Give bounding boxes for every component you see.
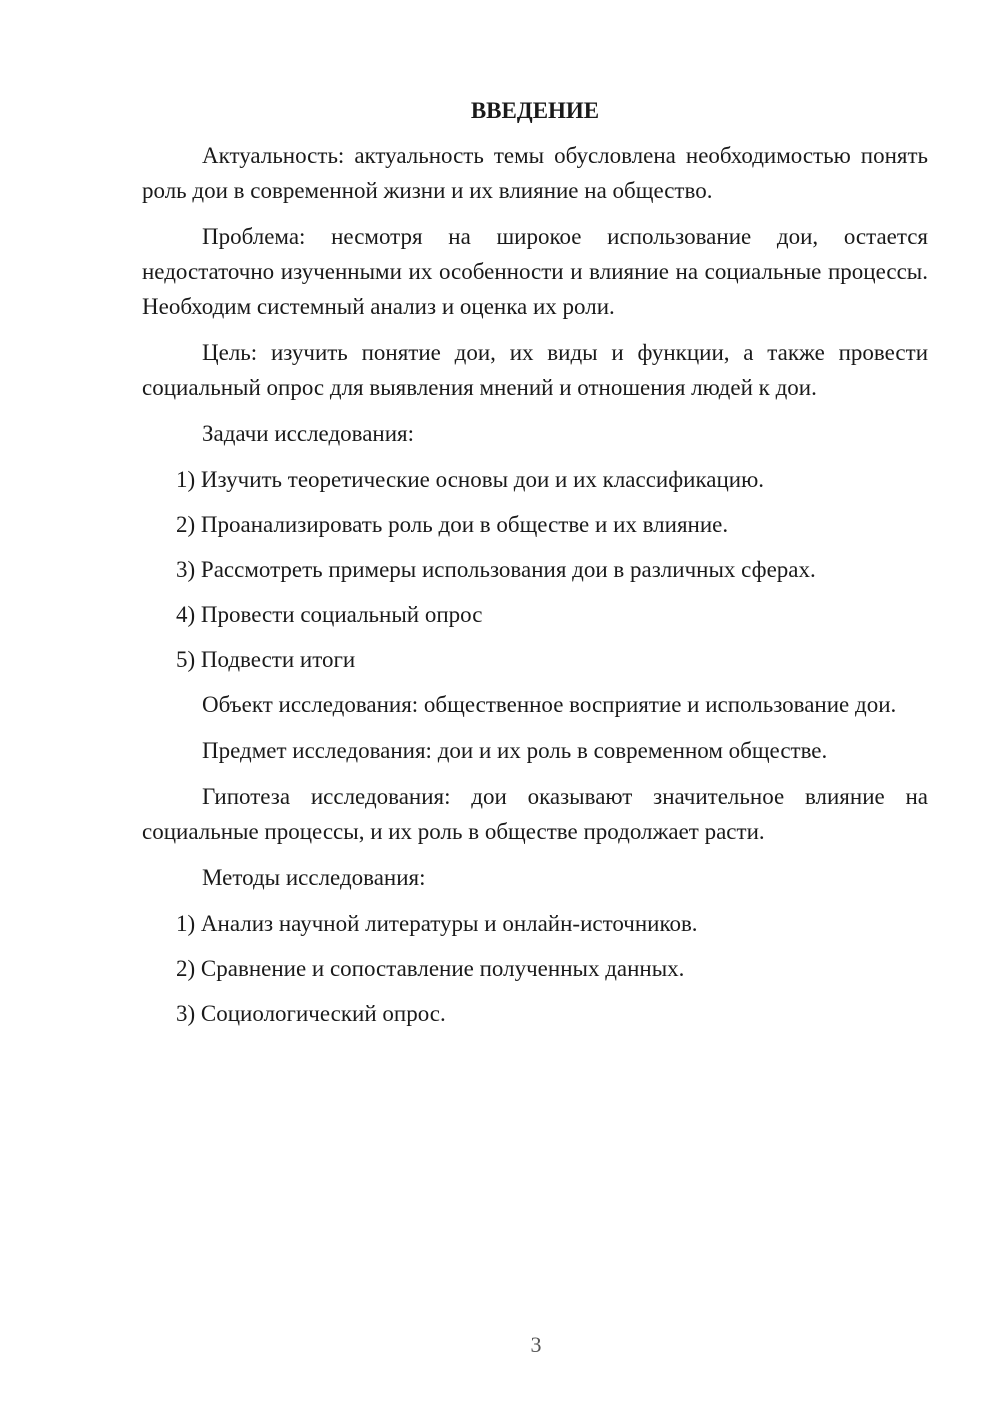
page-content xyxy=(142,96,928,1041)
method-item: 1) Анализ научной литературы и онлайн-источников. xyxy=(176,911,698,936)
methods-title: Методы исследования: xyxy=(202,865,426,890)
paragraph-goal: Цель: изучить понятие дои, их виды и функции, а также провести социальный опрос для выявления мнений и отношения людей к дои. xyxy=(142,340,928,400)
task-item: 2) Проанализировать роль дои в обществе и их влияние. xyxy=(176,512,729,537)
task-item: 3) Рассмотреть примеры использования дои в различных сферах. xyxy=(176,557,816,582)
paragraph-hypothesis: Гипотеза исследования: дои оказывают значительное влияние на социальные процессы, и их роль в обществе продолжает расти. xyxy=(142,784,928,844)
paragraph-subject: Предмет исследования: дои и их роль в современном обществе. xyxy=(202,738,828,763)
method-item: 3) Социологический опрос. xyxy=(176,1001,446,1026)
paragraph-object: Объект исследования: общественное восприятие и использование дои. xyxy=(202,692,897,717)
page-number: 3 xyxy=(530,1332,542,1357)
task-item: 1) Изучить теоретические основы дои и их классификацию. xyxy=(176,467,765,492)
method-item: 2) Сравнение и сопоставление полученных данных. xyxy=(176,956,685,981)
tasks-title: Задачи исследования: xyxy=(202,421,415,446)
task-item: 4) Провести социальный опрос xyxy=(176,602,483,627)
section-heading: ВВЕДЕНИЕ xyxy=(470,98,600,123)
paragraph-problem: Проблема: несмотря на широкое использование дои, остается недостаточно изученными их особенности и влияние на социальные процессы. Необходим системный анализ и оценка их роли. xyxy=(142,224,928,319)
task-item: 5) Подвести итоги xyxy=(176,647,356,672)
paragraph-relevance: Актуальность: актуальность темы обусловлена необходимостью понять роль дои в современной жизни и их влияние на общество. xyxy=(142,143,928,203)
